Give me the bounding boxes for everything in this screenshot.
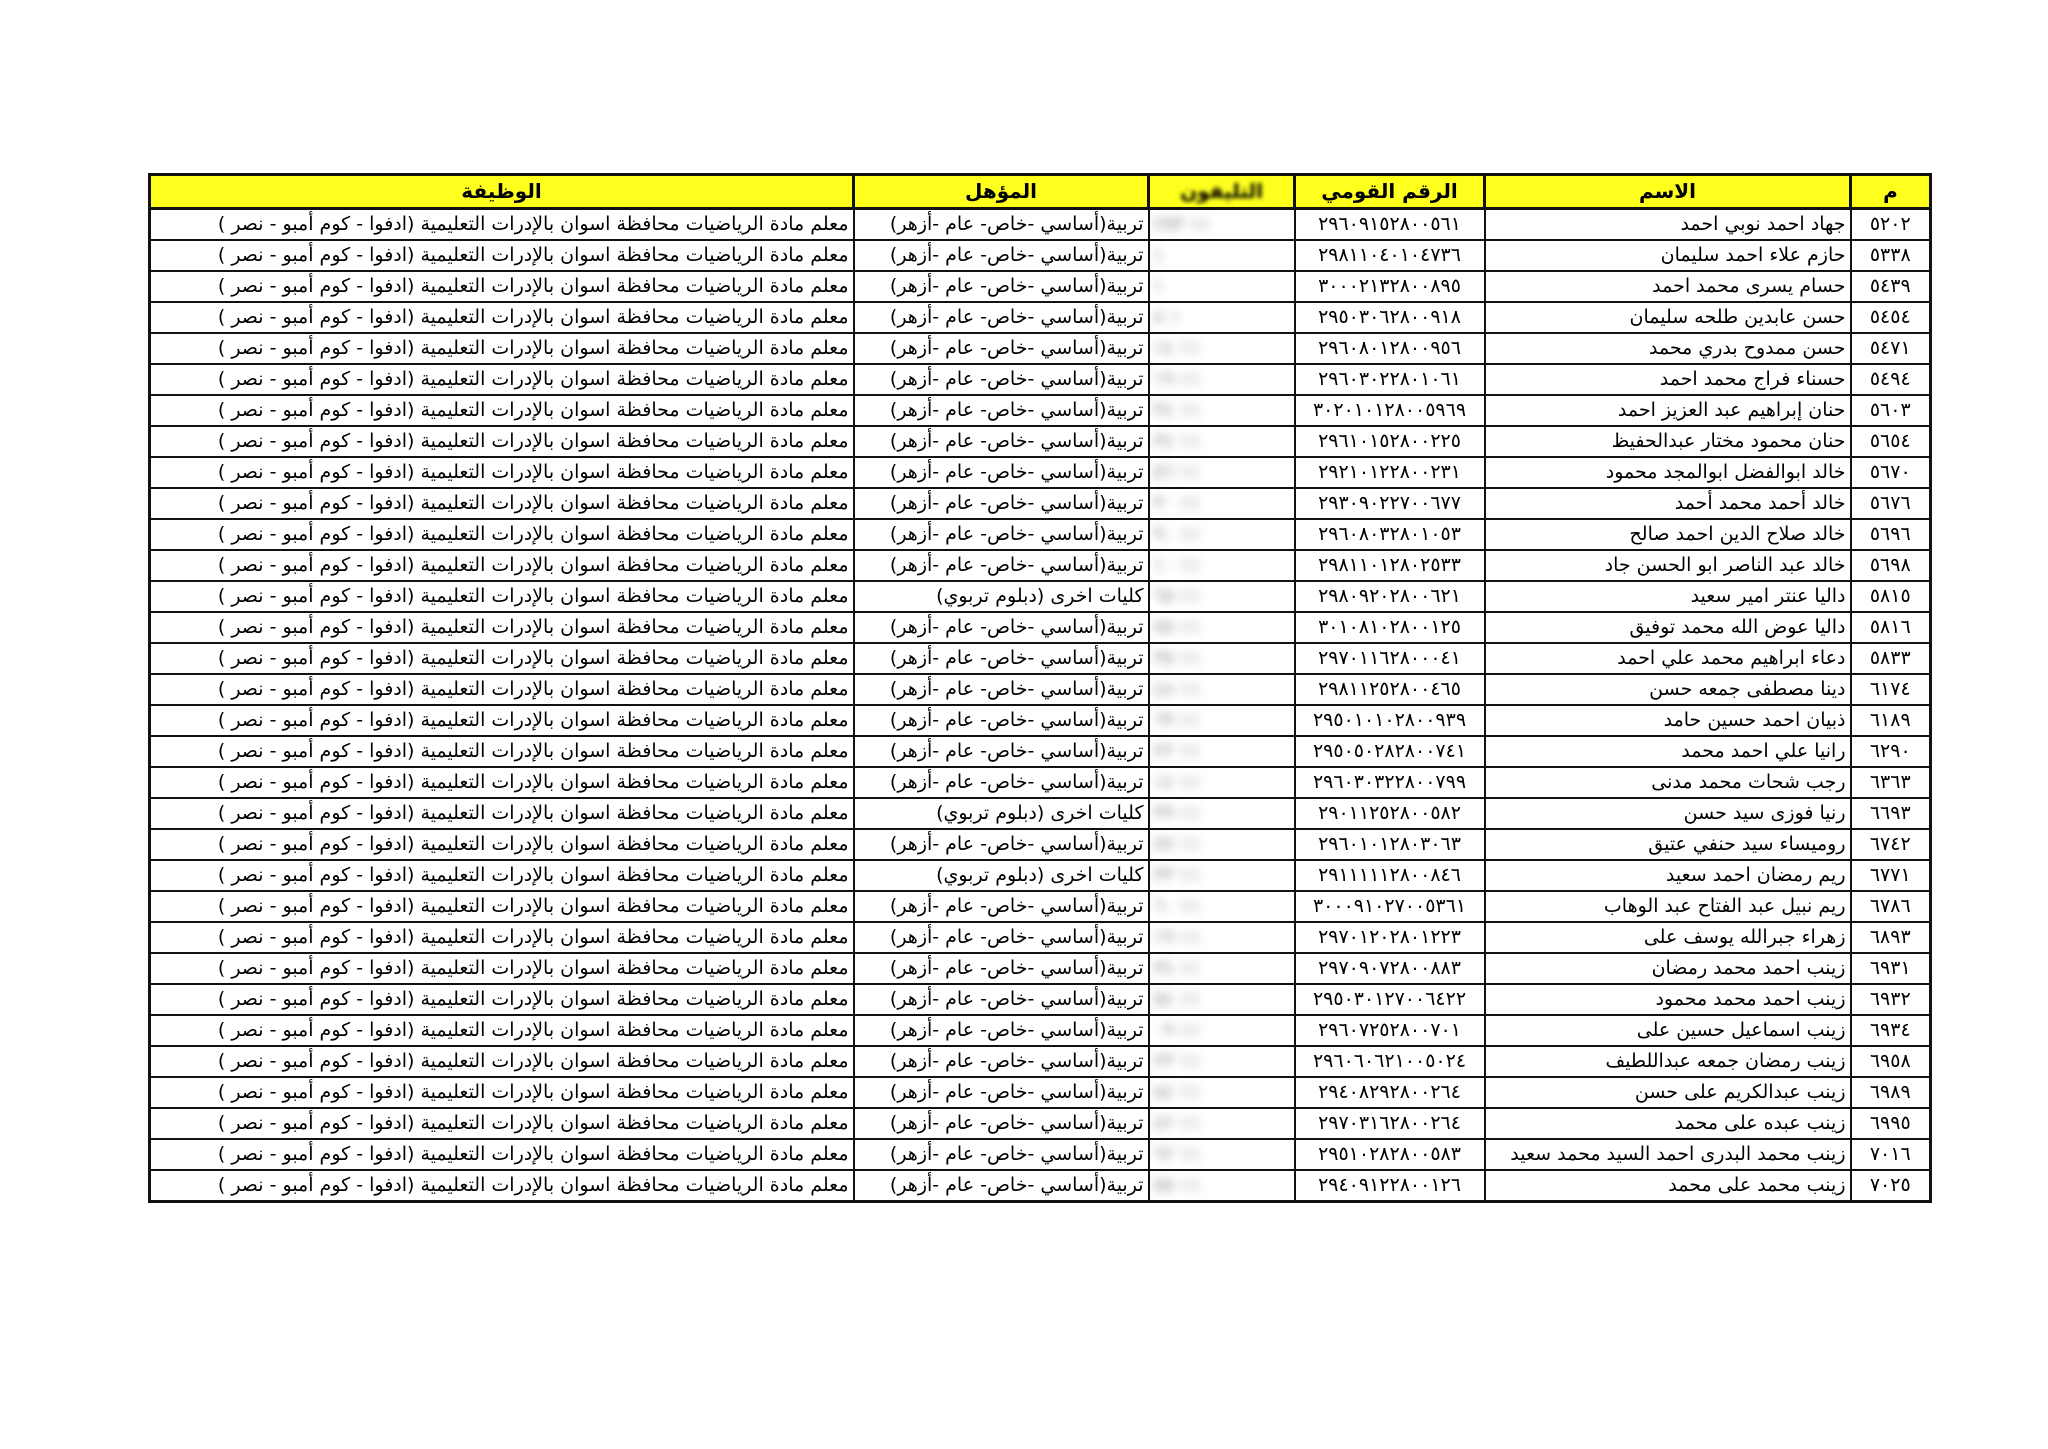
cell-name: جهاد احمد نوبي احمد: [1485, 209, 1851, 241]
cell-phone: [1149, 705, 1295, 736]
redacted-phone: ١١ ١٠: [1153, 554, 1201, 576]
table-row: [150, 488, 1931, 519]
cell-phone: [1149, 1108, 1295, 1139]
redacted-phone: ١١ ٣٤: [1153, 430, 1201, 452]
cell-m: ٥٨١٦: [1851, 612, 1931, 643]
cell-phone: [1149, 798, 1295, 829]
cell-phone: [1149, 1170, 1295, 1202]
cell-m: ٦٧٨٦: [1851, 891, 1931, 922]
cell-name: خالد عبد الناصر ابو الحسن جاد: [1485, 550, 1851, 581]
redacted-phone: ١١ ٢٢: [1153, 740, 1201, 762]
header-m: م: [1851, 175, 1931, 209]
cell-name: خالد صلاح الدين احمد صالح: [1485, 519, 1851, 550]
cell-national-id: ٢٩٥٠٣٠١٢٧٠٠٦٤٢٢: [1295, 984, 1485, 1015]
cell-national-id: ٢٩٦١٠١٥٢٨٠٠٢٢٥: [1295, 426, 1485, 457]
table-row: [150, 891, 1931, 922]
cell-qualification: تربية(أساسي -خاص- عام -أزهر): [854, 767, 1149, 798]
cell-phone: [1149, 891, 1295, 922]
cell-phone: [1149, 1046, 1295, 1077]
cell-job: معلم مادة الرياضيات محافظة اسوان بالإدرات التعليمية (ادفوا - كوم أمبو - نصر ): [150, 302, 854, 333]
cell-national-id: ٣٠٢٠١٠١٢٨٠٠٥٩٦٩: [1295, 395, 1485, 426]
redacted-phone: ١١ ٦٩: [1153, 709, 1201, 731]
redacted-phone: ١١ ٩٠: [1153, 523, 1201, 545]
cell-m: ٥٦٥٤: [1851, 426, 1931, 457]
cell-job: معلم مادة الرياضيات محافظة اسوان بالإدرات التعليمية (ادفوا - كوم أمبو - نصر ): [150, 860, 854, 891]
cell-national-id: ٢٩٧٠١٢٠٢٨٠١٢٢٣: [1295, 922, 1485, 953]
cell-job: معلم مادة الرياضيات محافظة اسوان بالإدرات التعليمية (ادفوا - كوم أمبو - نصر ): [150, 1108, 854, 1139]
table-row: [150, 395, 1931, 426]
cell-qualification: تربية(أساسي -خاص- عام -أزهر): [854, 426, 1149, 457]
cell-phone: [1149, 302, 1295, 333]
cell-phone: [1149, 333, 1295, 364]
cell-job: معلم مادة الرياضيات محافظة اسوان بالإدرات التعليمية (ادفوا - كوم أمبو - نصر ): [150, 612, 854, 643]
cell-national-id: ٢٩٥٠٣٠٦٢٨٠٠٩١٨: [1295, 302, 1485, 333]
cell-name: حازم علاء احمد سليمان: [1485, 240, 1851, 271]
cell-qualification: تربية(أساسي -خاص- عام -أزهر): [854, 271, 1149, 302]
table-row: [150, 1046, 1931, 1077]
cell-name: ذبيان احمد حسين حامد: [1485, 705, 1851, 736]
cell-qualification: تربية(أساسي -خاص- عام -أزهر): [854, 240, 1149, 271]
table-body: [150, 209, 1931, 1202]
table-row: [150, 829, 1931, 860]
cell-name: زينب احمد محمد محمود: [1485, 984, 1851, 1015]
cell-m: ٥٦٩٦: [1851, 519, 1931, 550]
cell-name: حسن ممدوح بدري محمد: [1485, 333, 1851, 364]
cell-phone: [1149, 922, 1295, 953]
cell-phone: [1149, 209, 1295, 241]
table-row: [150, 643, 1931, 674]
redacted-phone: ١١ ٥٤: [1153, 988, 1201, 1010]
cell-job: معلم مادة الرياضيات محافظة اسوان بالإدرات التعليمية (ادفوا - كوم أمبو - نصر ): [150, 519, 854, 550]
redacted-phone: ١١ ٣٩: [1153, 802, 1201, 824]
redacted-phone: ١١ ٦٥: [1153, 585, 1201, 607]
cell-national-id: ٢٩٥١٠٢٨٢٨٠٠٥٨٣: [1295, 1139, 1485, 1170]
cell-m: ٥٤٧١: [1851, 333, 1931, 364]
table-row: [150, 705, 1931, 736]
cell-national-id: ٢٩٠١١٢٥٢٨٠٠٥٨٢: [1295, 798, 1485, 829]
table-row: [150, 1170, 1931, 1202]
redacted-phone: ١١ ٤٢: [1153, 1112, 1201, 1134]
cell-phone: [1149, 240, 1295, 271]
table-row: [150, 1077, 1931, 1108]
cell-national-id: ٢٩٦٠٨٠٣٢٨٠١٠٥٣: [1295, 519, 1485, 550]
cell-national-id: ٢٩٨١١٠٤٠١٠٤٧٣٦: [1295, 240, 1485, 271]
cell-m: ٦٢٩٠: [1851, 736, 1931, 767]
cell-job: معلم مادة الرياضيات محافظة اسوان بالإدرات التعليمية (ادفوا - كوم أمبو - نصر ): [150, 581, 854, 612]
cell-m: ٥٨٣٣: [1851, 643, 1931, 674]
redacted-phone: ١ ٨: [1153, 306, 1180, 328]
cell-national-id: ٢٩٤٠٨٢٩٢٨٠٠٢٦٤: [1295, 1077, 1485, 1108]
cell-name: زينب عبده على محمد: [1485, 1108, 1851, 1139]
redacted-phone: ١: [1153, 244, 1164, 266]
cell-name: ريم رمضان احمد سعيد: [1485, 860, 1851, 891]
cell-m: ٥٦٧٦: [1851, 488, 1931, 519]
cell-job: معلم مادة الرياضيات محافظة اسوان بالإدرات التعليمية (ادفوا - كوم أمبو - نصر ): [150, 798, 854, 829]
cell-name: زينب احمد محمد رمضان: [1485, 953, 1851, 984]
cell-name: خالد أحمد محمد أحمد: [1485, 488, 1851, 519]
cell-name: دعاء ابراهيم محمد علي احمد: [1485, 643, 1851, 674]
cell-national-id: ٣٠٠٠٢١٣٢٨٠٠٨٩٥: [1295, 271, 1485, 302]
table-row: [150, 209, 1931, 241]
cell-qualification: تربية(أساسي -خاص- عام -أزهر): [854, 457, 1149, 488]
cell-job: معلم مادة الرياضيات محافظة اسوان بالإدرات التعليمية (ادفوا - كوم أمبو - نصر ): [150, 922, 854, 953]
cell-national-id: ٢٩٥٠١٠١٠٢٨٠٠٩٣٩: [1295, 705, 1485, 736]
redacted-phone: ١١ ٣٣: [1153, 864, 1201, 886]
cell-name: دينا مصطفى جمعه حسن: [1485, 674, 1851, 705]
cell-job: معلم مادة الرياضيات محافظة اسوان بالإدرات التعليمية (ادفوا - كوم أمبو - نصر ): [150, 457, 854, 488]
cell-national-id: ٢٩١١١١١٢٨٠٠٨٤٦: [1295, 860, 1485, 891]
cell-national-id: ٢٩٦٠٣٠٣٢٢٨٠٠٧٩٩: [1295, 767, 1485, 798]
redacted-phone: ١١ ١٤: [1153, 771, 1201, 793]
cell-phone: [1149, 736, 1295, 767]
cell-job: معلم مادة الرياضيات محافظة اسوان بالإدرات التعليمية (ادفوا - كوم أمبو - نصر ): [150, 953, 854, 984]
cell-job: معلم مادة الرياضيات محافظة اسوان بالإدرات التعليمية (ادفوا - كوم أمبو - نصر ): [150, 333, 854, 364]
cell-name: رجب شحات محمد مدنى: [1485, 767, 1851, 798]
cell-name: داليا عنتر امير سعيد: [1485, 581, 1851, 612]
cell-job: معلم مادة الرياضيات محافظة اسوان بالإدرات التعليمية (ادفوا - كوم أمبو - نصر ): [150, 767, 854, 798]
cell-m: ٥٦٧٠: [1851, 457, 1931, 488]
table-row: [150, 767, 1931, 798]
redacted-phone: ١: [1153, 275, 1164, 297]
redacted-phone: ١١ ٢٥٣: [1153, 213, 1211, 235]
cell-job: معلم مادة الرياضيات محافظة اسوان بالإدرات التعليمية (ادفوا - كوم أمبو - نصر ): [150, 643, 854, 674]
cell-m: ٦٩٣٢: [1851, 984, 1931, 1015]
header-phone-label: التليفون: [1180, 179, 1263, 203]
cell-national-id: ٢٩٨٠٩٢٠٢٨٠٠٦٢١: [1295, 581, 1485, 612]
table-row: [150, 364, 1931, 395]
cell-national-id: ٢٩٨١١٢٥٢٨٠٠٤٦٥: [1295, 674, 1485, 705]
cell-national-id: ٢٩٤٠٩١٢٢٨٠٠١٢٦: [1295, 1170, 1485, 1202]
table-row: [150, 1108, 1931, 1139]
table-row: [150, 984, 1931, 1015]
cell-m: ٦٩٩٥: [1851, 1108, 1931, 1139]
cell-qualification: تربية(أساسي -خاص- عام -أزهر): [854, 953, 1149, 984]
cell-job: معلم مادة الرياضيات محافظة اسوان بالإدرات التعليمية (ادفوا - كوم أمبو - نصر ): [150, 829, 854, 860]
table-row: [150, 457, 1931, 488]
cell-m: ٥٤٣٩: [1851, 271, 1931, 302]
redacted-phone: ١١ ١٤: [1153, 337, 1201, 359]
cell-phone: [1149, 1139, 1295, 1170]
cell-phone: [1149, 488, 1295, 519]
cell-qualification: تربية(أساسي -خاص- عام -أزهر): [854, 643, 1149, 674]
cell-phone: [1149, 643, 1295, 674]
redacted-phone: ١١ ٣٠: [1153, 492, 1201, 514]
header-job: الوظيفة: [150, 175, 854, 209]
header-qualification: المؤهل: [854, 175, 1149, 209]
cell-qualification: كليات اخرى (دبلوم تربوي): [854, 581, 1149, 612]
cell-name: زينب محمد البدرى احمد السيد محمد سعيد: [1485, 1139, 1851, 1170]
cell-qualification: تربية(أساسي -خاص- عام -أزهر): [854, 364, 1149, 395]
cell-qualification: تربية(أساسي -خاص- عام -أزهر): [854, 705, 1149, 736]
cell-qualification: تربية(أساسي -خاص- عام -أزهر): [854, 829, 1149, 860]
redacted-phone: ١١ ٧٥: [1153, 616, 1201, 638]
cell-m: ٦٩٨٩: [1851, 1077, 1931, 1108]
table-row: [150, 1139, 1931, 1170]
cell-name: حنان محمود مختار عبدالحفيظ: [1485, 426, 1851, 457]
header-name: الاسم: [1485, 175, 1851, 209]
redacted-phone: ١١ ٦٢: [1153, 1143, 1201, 1165]
cell-qualification: تربية(أساسي -خاص- عام -أزهر): [854, 1170, 1149, 1202]
cell-national-id: ٢٩٧٠٩٠٧٢٨٠٠٨٨٣: [1295, 953, 1485, 984]
redacted-phone: ١١ ٥٥: [1153, 1174, 1201, 1196]
cell-job: معلم مادة الرياضيات محافظة اسوان بالإدرات التعليمية (ادفوا - كوم أمبو - نصر ): [150, 984, 854, 1015]
cell-phone: [1149, 1015, 1295, 1046]
cell-phone: [1149, 581, 1295, 612]
cell-name: زينب رمضان جمعه عبداللطيف: [1485, 1046, 1851, 1077]
cell-name: حنان إبراهيم عبد العزيز احمد: [1485, 395, 1851, 426]
cell-qualification: كليات اخرى (دبلوم تربوي): [854, 798, 1149, 829]
cell-qualification: تربية(أساسي -خاص- عام -أزهر): [854, 1077, 1149, 1108]
redacted-phone: ١١ ٥٦: [1153, 461, 1201, 483]
cell-job: معلم مادة الرياضيات محافظة اسوان بالإدرات التعليمية (ادفوا - كوم أمبو - نصر ): [150, 395, 854, 426]
cell-phone: [1149, 1077, 1295, 1108]
cell-job: معلم مادة الرياضيات محافظة اسوان بالإدرات التعليمية (ادفوا - كوم أمبو - نصر ): [150, 426, 854, 457]
cell-m: ٦٦٩٣: [1851, 798, 1931, 829]
cell-qualification: تربية(أساسي -خاص- عام -أزهر): [854, 519, 1149, 550]
cell-m: ٦٩٥٨: [1851, 1046, 1931, 1077]
cell-job: معلم مادة الرياضيات محافظة اسوان بالإدرات التعليمية (ادفوا - كوم أمبو - نصر ): [150, 674, 854, 705]
cell-m: ٦٩٣٤: [1851, 1015, 1931, 1046]
redacted-phone: ١١ ١٩: [1153, 368, 1201, 390]
cell-phone: [1149, 829, 1295, 860]
cell-name: ريم نبيل عبد الفتاح عبد الوهاب: [1485, 891, 1851, 922]
table-row: [150, 271, 1931, 302]
cell-qualification: تربية(أساسي -خاص- عام -أزهر): [854, 209, 1149, 241]
cell-m: ٥٤٩٤: [1851, 364, 1931, 395]
cell-national-id: ٢٩٦٠٦٠٦٢١٠٠٥٠٢٤: [1295, 1046, 1485, 1077]
cell-job: معلم مادة الرياضيات محافظة اسوان بالإدرات التعليمية (ادفوا - كوم أمبو - نصر ): [150, 705, 854, 736]
cell-phone: [1149, 674, 1295, 705]
table-row: [150, 674, 1931, 705]
cell-qualification: تربية(أساسي -خاص- عام -أزهر): [854, 333, 1149, 364]
cell-phone: [1149, 860, 1295, 891]
cell-job: معلم مادة الرياضيات محافظة اسوان بالإدرات التعليمية (ادفوا - كوم أمبو - نصر ): [150, 1170, 854, 1202]
cell-job: معلم مادة الرياضيات محافظة اسوان بالإدرات التعليمية (ادفوا - كوم أمبو - نصر ): [150, 488, 854, 519]
cell-name: زينب اسماعيل حسين على: [1485, 1015, 1851, 1046]
cell-qualification: تربية(أساسي -خاص- عام -أزهر): [854, 1046, 1149, 1077]
cell-national-id: ٢٩٦٠٨٠١٢٨٠٠٩٥٦: [1295, 333, 1485, 364]
cell-national-id: ٣٠١٠٨١٠٢٨٠٠١٢٥: [1295, 612, 1485, 643]
cell-name: خالد ابوالفضل ابوالمجد محمود: [1485, 457, 1851, 488]
cell-qualification: تربية(أساسي -خاص- عام -أزهر): [854, 488, 1149, 519]
cell-m: ٦١٧٤: [1851, 674, 1931, 705]
cell-phone: [1149, 953, 1295, 984]
cell-qualification: تربية(أساسي -خاص- عام -أزهر): [854, 1139, 1149, 1170]
cell-qualification: تربية(أساسي -خاص- عام -أزهر): [854, 922, 1149, 953]
table-row: [150, 519, 1931, 550]
table-row: [150, 798, 1931, 829]
teacher-roster-table: [148, 173, 1932, 1203]
cell-job: معلم مادة الرياضيات محافظة اسوان بالإدرات التعليمية (ادفوا - كوم أمبو - نصر ): [150, 1139, 854, 1170]
cell-national-id: ٢٩٧٠١١٦٢٨٠٠٠٤١: [1295, 643, 1485, 674]
table-row: [150, 426, 1931, 457]
cell-qualification: تربية(أساسي -خاص- عام -أزهر): [854, 395, 1149, 426]
redacted-phone: ١١ ١٩: [1153, 926, 1201, 948]
cell-job: معلم مادة الرياضيات محافظة اسوان بالإدرات التعليمية (ادفوا - كوم أمبو - نصر ): [150, 364, 854, 395]
table-row: [150, 333, 1931, 364]
cell-job: معلم مادة الرياضيات محافظة اسوان بالإدرات التعليمية (ادفوا - كوم أمبو - نصر ): [150, 1015, 854, 1046]
cell-qualification: تربية(أساسي -خاص- عام -أزهر): [854, 674, 1149, 705]
cell-m: ٦٧٤٢: [1851, 829, 1931, 860]
cell-phone: [1149, 426, 1295, 457]
cell-phone: [1149, 519, 1295, 550]
cell-phone: [1149, 457, 1295, 488]
header-phone: [1149, 175, 1295, 209]
table-header: [150, 175, 1931, 209]
table-row: [150, 953, 1931, 984]
table-row: [150, 581, 1931, 612]
cell-qualification: تربية(أساسي -خاص- عام -أزهر): [854, 891, 1149, 922]
redacted-phone: ١١ ٦٠: [1153, 895, 1201, 917]
cell-name: رنيا فوزى سيد حسن: [1485, 798, 1851, 829]
cell-m: ٦٣٦٣: [1851, 767, 1931, 798]
table-row: [150, 922, 1931, 953]
cell-m: ٦٧٧١: [1851, 860, 1931, 891]
table-row: [150, 612, 1931, 643]
redacted-phone: ١١ ٢٣: [1153, 1050, 1201, 1072]
cell-phone: [1149, 767, 1295, 798]
redacted-phone: ١١ ٧٧: [1153, 833, 1201, 855]
cell-national-id: ٢٩٧٠٣١٦٢٨٠٠٢٦٤: [1295, 1108, 1485, 1139]
redacted-phone: ١١ ٣٤: [1153, 957, 1201, 979]
cell-name: حسناء فراج محمد احمد: [1485, 364, 1851, 395]
table-row: [150, 860, 1931, 891]
cell-m: ٥٤٥٤: [1851, 302, 1931, 333]
cell-job: معلم مادة الرياضيات محافظة اسوان بالإدرات التعليمية (ادفوا - كوم أمبو - نصر ): [150, 550, 854, 581]
cell-m: ٦٨٩٣: [1851, 922, 1931, 953]
cell-job: معلم مادة الرياضيات محافظة اسوان بالإدرات التعليمية (ادفوا - كوم أمبو - نصر ): [150, 1077, 854, 1108]
cell-m: ٥٢٠٢: [1851, 209, 1931, 241]
cell-name: حسن عابدين طلحه سليمان: [1485, 302, 1851, 333]
redacted-phone: ١١ ٣٤: [1153, 399, 1201, 421]
cell-national-id: ٢٩٦٠٣٠٢٢٨٠١٠٦١: [1295, 364, 1485, 395]
table-row: [150, 550, 1931, 581]
cell-m: ٥٦٩٨: [1851, 550, 1931, 581]
cell-m: ٧٠٢٥: [1851, 1170, 1931, 1202]
cell-m: ٥٦٠٣: [1851, 395, 1931, 426]
cell-job: معلم مادة الرياضيات محافظة اسوان بالإدرات التعليمية (ادفوا - كوم أمبو - نصر ): [150, 1046, 854, 1077]
document-sheet: [148, 173, 1929, 1203]
cell-national-id: ٢٩٦٠٩١٥٢٨٠٠٥٦١: [1295, 209, 1485, 241]
header-national-id: الرقم القومي: [1295, 175, 1485, 209]
cell-national-id: ٢٩٢١٠١٢٢٨٠٠٢٣١: [1295, 457, 1485, 488]
cell-name: داليا عوض الله محمد توفيق: [1485, 612, 1851, 643]
cell-job: معلم مادة الرياضيات محافظة اسوان بالإدرات التعليمية (ادفوا - كوم أمبو - نصر ): [150, 736, 854, 767]
cell-phone: [1149, 550, 1295, 581]
cell-m: ٧٠١٦: [1851, 1139, 1931, 1170]
redacted-phone: ١١ ٠٩: [1153, 1019, 1201, 1041]
cell-name: زينب محمد على محمد: [1485, 1170, 1851, 1202]
cell-job: معلم مادة الرياضيات محافظة اسوان بالإدرات التعليمية (ادفوا - كوم أمبو - نصر ): [150, 209, 854, 241]
cell-national-id: ٢٩٦٠١٠١٢٨٠٣٠٦٣: [1295, 829, 1485, 860]
cell-qualification: تربية(أساسي -خاص- عام -أزهر): [854, 302, 1149, 333]
cell-job: معلم مادة الرياضيات محافظة اسوان بالإدرات التعليمية (ادفوا - كوم أمبو - نصر ): [150, 271, 854, 302]
cell-m: ٦١٨٩: [1851, 705, 1931, 736]
cell-qualification: تربية(أساسي -خاص- عام -أزهر): [854, 1108, 1149, 1139]
header-row: [150, 175, 1931, 209]
cell-national-id: ٢٩٣٠٩٠٢٢٧٠٠٦٧٧: [1295, 488, 1485, 519]
cell-qualification: تربية(أساسي -خاص- عام -أزهر): [854, 1015, 1149, 1046]
redacted-phone: ١١ ٨٤: [1153, 1081, 1201, 1103]
cell-phone: [1149, 612, 1295, 643]
redacted-phone: ١١ ٣٥: [1153, 647, 1201, 669]
cell-name: روميساء سيد حنفي عتيق: [1485, 829, 1851, 860]
cell-phone: [1149, 984, 1295, 1015]
cell-national-id: ٢٩٦٠٧٢٥٢٨٠٠٧٠١: [1295, 1015, 1485, 1046]
cell-phone: [1149, 395, 1295, 426]
cell-name: زينب عبدالكريم على حسن: [1485, 1077, 1851, 1108]
table-row: [150, 240, 1931, 271]
cell-name: رانيا علي احمد محمد: [1485, 736, 1851, 767]
table-row: [150, 736, 1931, 767]
cell-m: ٥٨١٥: [1851, 581, 1931, 612]
cell-national-id: ٢٩٥٠٥٠٢٨٢٨٠٠٧٤١: [1295, 736, 1485, 767]
cell-national-id: ٢٩٨١١٠١٢٨٠٢٥٣٣: [1295, 550, 1485, 581]
redacted-phone: ١١ ٤٨: [1153, 678, 1201, 700]
cell-job: معلم مادة الرياضيات محافظة اسوان بالإدرات التعليمية (ادفوا - كوم أمبو - نصر ): [150, 240, 854, 271]
cell-m: ٥٣٣٨: [1851, 240, 1931, 271]
cell-job: معلم مادة الرياضيات محافظة اسوان بالإدرات التعليمية (ادفوا - كوم أمبو - نصر ): [150, 891, 854, 922]
cell-phone: [1149, 271, 1295, 302]
cell-m: ٦٩٣١: [1851, 953, 1931, 984]
cell-phone: [1149, 364, 1295, 395]
cell-qualification: تربية(أساسي -خاص- عام -أزهر): [854, 984, 1149, 1015]
cell-national-id: ٣٠٠٠٩١٠٢٧٠٠٥٣٦١: [1295, 891, 1485, 922]
cell-name: حسام يسرى محمد احمد: [1485, 271, 1851, 302]
cell-name: زهراء جبرالله يوسف على: [1485, 922, 1851, 953]
table-row: [150, 1015, 1931, 1046]
cell-qualification: كليات اخرى (دبلوم تربوي): [854, 860, 1149, 891]
table-row: [150, 302, 1931, 333]
cell-qualification: تربية(أساسي -خاص- عام -أزهر): [854, 612, 1149, 643]
cell-qualification: تربية(أساسي -خاص- عام -أزهر): [854, 736, 1149, 767]
cell-qualification: تربية(أساسي -خاص- عام -أزهر): [854, 550, 1149, 581]
